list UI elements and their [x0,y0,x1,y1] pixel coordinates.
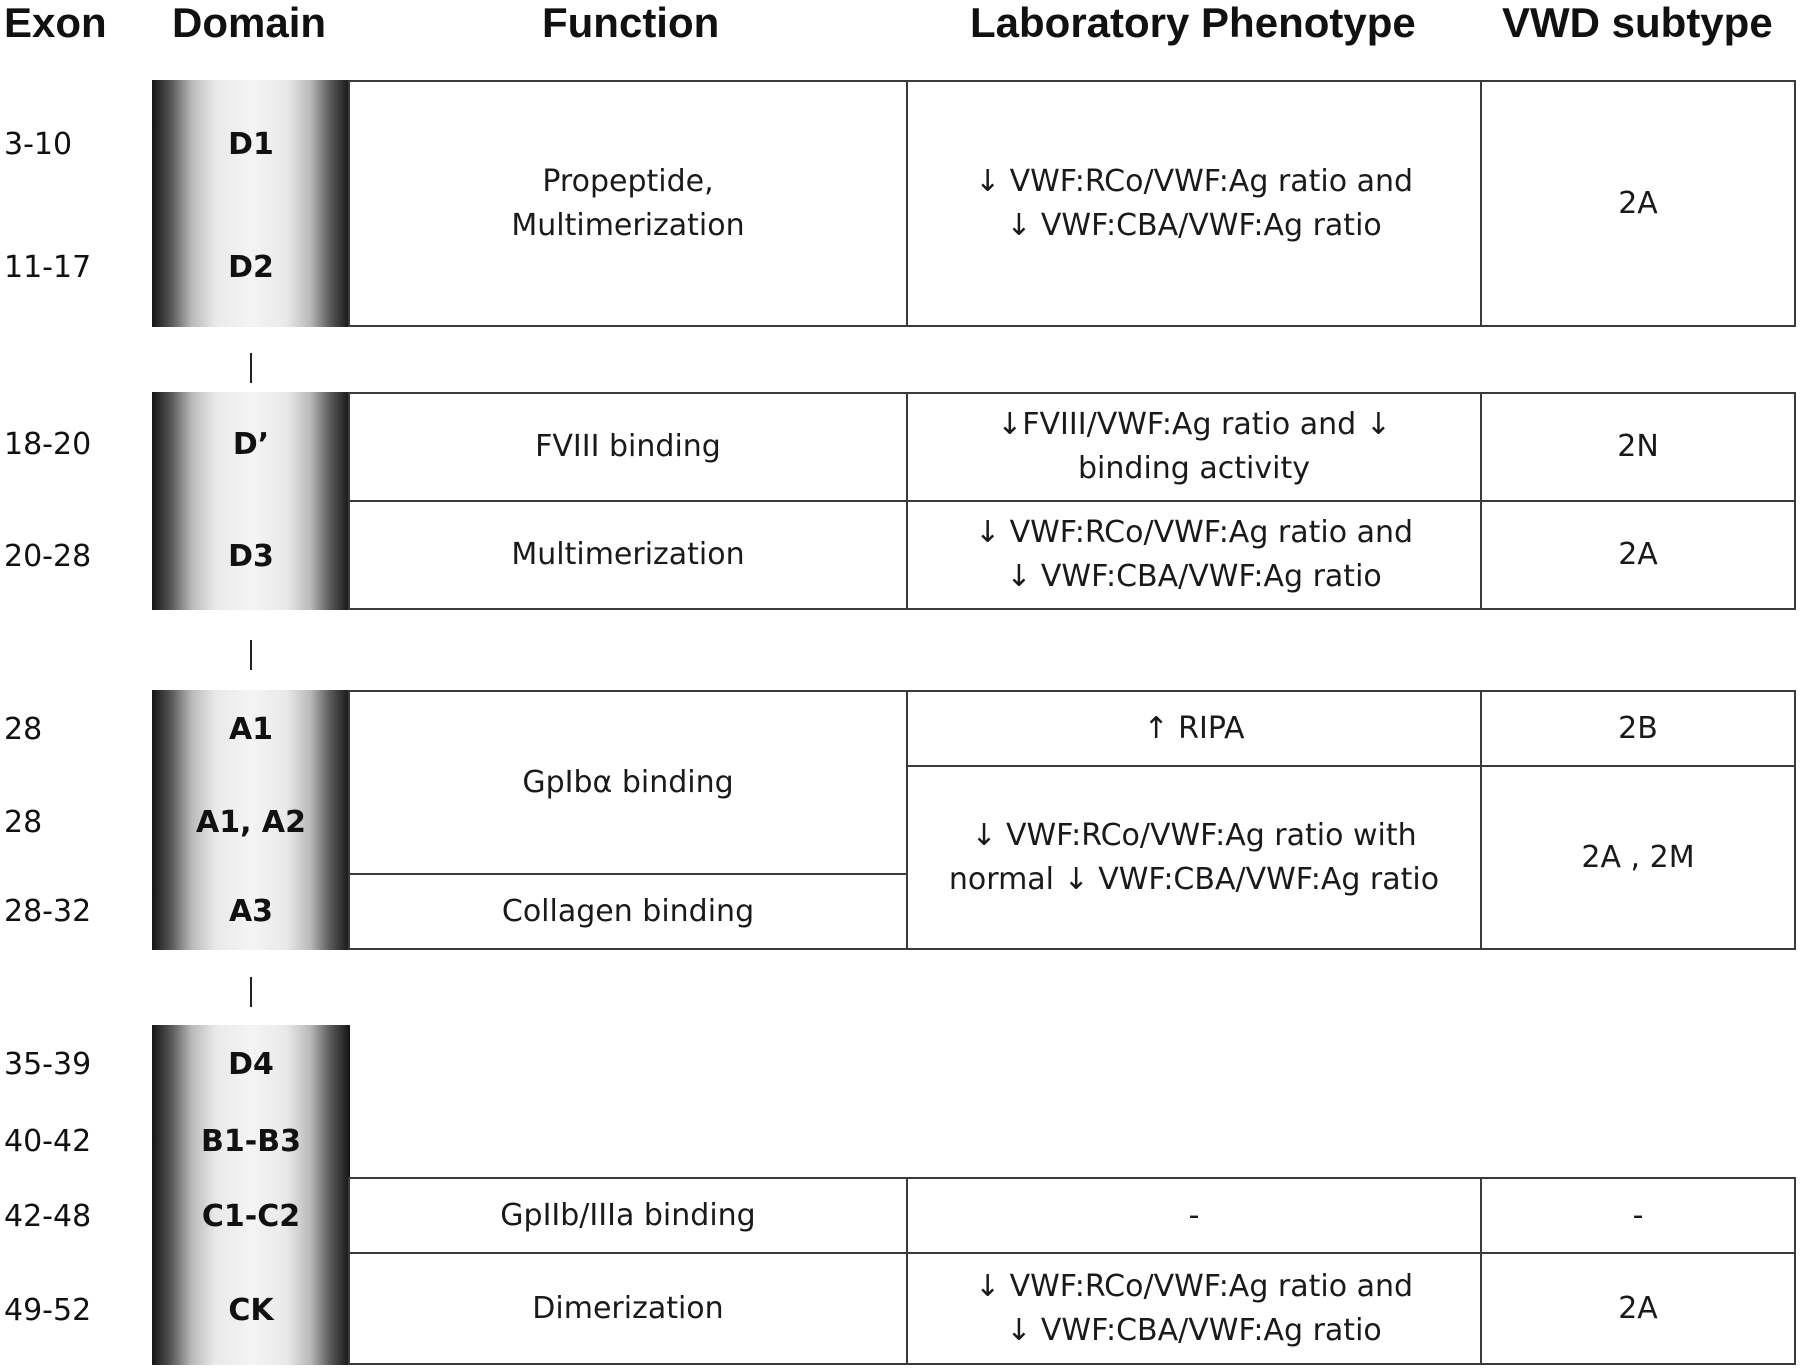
domain-label: A1 [228,712,274,747]
domain-label: D4 [228,1047,274,1082]
function-cell: Collagen binding [501,893,755,929]
domain-label: D1 [228,127,274,162]
exon-label: 49-52 [4,1293,92,1328]
exon-label: 20-28 [4,539,92,574]
header-exon: Exon [4,0,107,46]
function-cell: Dimerization [532,1290,724,1326]
function-cell: GpIIb/IIIa binding [500,1197,756,1233]
domain-connector [250,977,252,1007]
header-laboratory-phenotype: Laboratory Phenotype [970,0,1416,46]
subtype-cell: 2B [1618,710,1658,746]
domain-label: C1-C2 [201,1199,301,1234]
domain-label: CK [228,1293,274,1328]
phenotype-cell: ↑ RIPA [1143,710,1245,746]
domain-label: D2 [228,250,274,285]
phenotype-cell: ↓ VWF:RCo/VWF:Ag ratio and ↓ VWF:CBA/VWF:Ag ratio [974,515,1414,594]
header-domain: Domain [172,0,327,46]
function-cell: Multimerization [511,537,745,572]
exon-label: 28 [4,712,43,747]
phenotype-cell: ↓ VWF:RCo/VWF:Ag ratio with normal ↓ VWF:CBA/VWF:Ag ratio [948,817,1440,897]
domain-label: A3 [228,894,274,929]
subtype-cell: 2A [1618,185,1658,221]
subtype-cell: 2A [1618,537,1658,572]
subtype-cell: 2A , 2M [1581,839,1695,875]
exon-label: 42-48 [4,1199,92,1234]
domain-label: D’ [232,427,270,462]
phenotype-cell: ↓ VWF:RCo/VWF:Ag ratio and ↓ VWF:CBA/VWF:Ag ratio [974,163,1414,243]
exon-label: 11-17 [4,250,92,285]
domain-bar-d1-d2 [152,80,350,327]
exon-label: 35-39 [4,1047,92,1082]
function-cell: Propeptide, Multimerization [511,163,745,243]
exon-label: 40-42 [4,1124,92,1159]
subtype-cell: - [1632,1197,1644,1233]
header-function: Function [542,0,720,46]
function-cell: FVIII binding [535,429,721,464]
exon-label: 28-32 [4,894,92,929]
domain-connector [250,353,252,383]
subtype-cell: 2N [1617,429,1659,464]
phenotype-cell: ↓FVIII/VWF:Ag ratio and ↓ binding activity [997,407,1391,486]
header-vwd-subtype: VWD subtype [1502,0,1773,46]
domain-label: D3 [228,539,274,574]
phenotype-cell: - [1188,1197,1200,1233]
domain-connector [250,640,252,670]
phenotype-cell: ↓ VWF:RCo/VWF:Ag ratio and ↓ VWF:CBA/VWF:Ag ratio [974,1268,1414,1348]
exon-label: 18-20 [4,427,92,462]
domain-label: B1-B3 [201,1124,301,1159]
exon-label: 28 [4,805,43,840]
exon-label: 3-10 [4,127,73,162]
function-cell: GpIbα binding [522,764,734,800]
domain-label: A1, A2 [195,805,307,840]
subtype-cell: 2A [1618,1290,1658,1326]
